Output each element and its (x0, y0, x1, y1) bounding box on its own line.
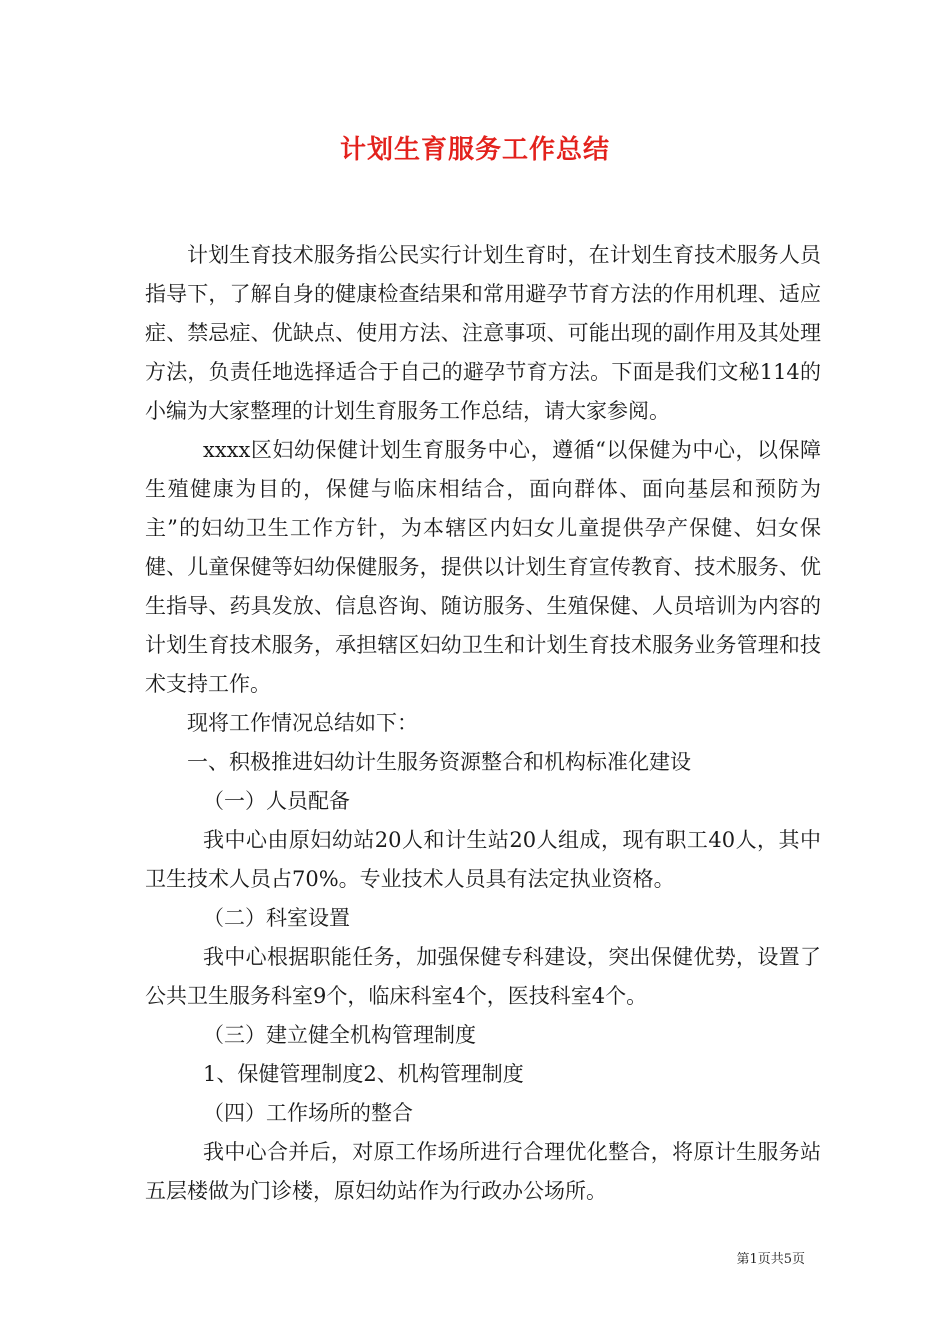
heading-departments: （二）科室设置 (203, 906, 350, 930)
heading-section-1: 一、积极推进妇幼计生服务资源整合和机构标准化建设 (187, 750, 691, 774)
paragraph-center-overview: xxxx区妇幼保健计划生育服务中心，遵循“以保健为中心，以保障生殖健康为目的，保健与临床相结合，面向群体、面向基层和预防为主”的妇幼卫生工作方针，为本辖区内妇女儿童提供孕产保健、妇女保健、儿童保健等妇幼保健服务，提供以计划生育宣传教育、技术服务、优生指导、药具发放、信息咨询、随访服务、生殖保健、人员培训为内容的计划生育技术服务，承担辖区妇幼卫生和计划生育技术服务业务管理和技术支持工作。 (145, 438, 821, 696)
paragraph-management-system: 1、保健管理制度2、机构管理制度 (203, 1062, 524, 1086)
paragraph-staffing: 我中心由原妇幼站20人和计生站20人组成，现有职工40人，其中卫生技术人员占70%。专业技术人员具有法定执业资格。 (145, 828, 821, 891)
heading-staffing: （一）人员配备 (203, 789, 350, 813)
document-title: 计划生育服务工作总结 (339, 135, 610, 165)
paragraph-intro: 计划生育技术服务指公民实行计划生育时，在计划生育技术服务人员指导下，了解自身的健康检查结果和常用避孕节育方法的作用机理、适应症、禁忌症、优缺点、使用方法、注意事项、可能出现的副作用及其处理方法，负责任地选择适合于自己的避孕节育方法。下面是我们文秘114的小编为大家整理的计划生育服务工作总结，请大家参阅。 (145, 243, 821, 423)
paragraph-departments: 我中心根据职能任务，加强保健专科建设，突出保健优势，设置了公共卫生服务科室9个，临床科室4个，医技科室4个。 (145, 945, 821, 1008)
document-body (145, 236, 821, 1211)
page-number: 第1页共5页 (736, 1252, 805, 1267)
paragraph-workplace: 我中心合并后，对原工作场所进行合理优化整合，将原计生服务站五层楼做为门诊楼，原妇幼站作为行政办公场所。 (145, 1140, 821, 1203)
heading-workplace: （四）工作场所的整合 (203, 1101, 413, 1125)
heading-management-system: （三）建立健全机构管理制度 (203, 1023, 476, 1047)
paragraph-summary-lead: 现将工作情况总结如下： (187, 711, 418, 735)
